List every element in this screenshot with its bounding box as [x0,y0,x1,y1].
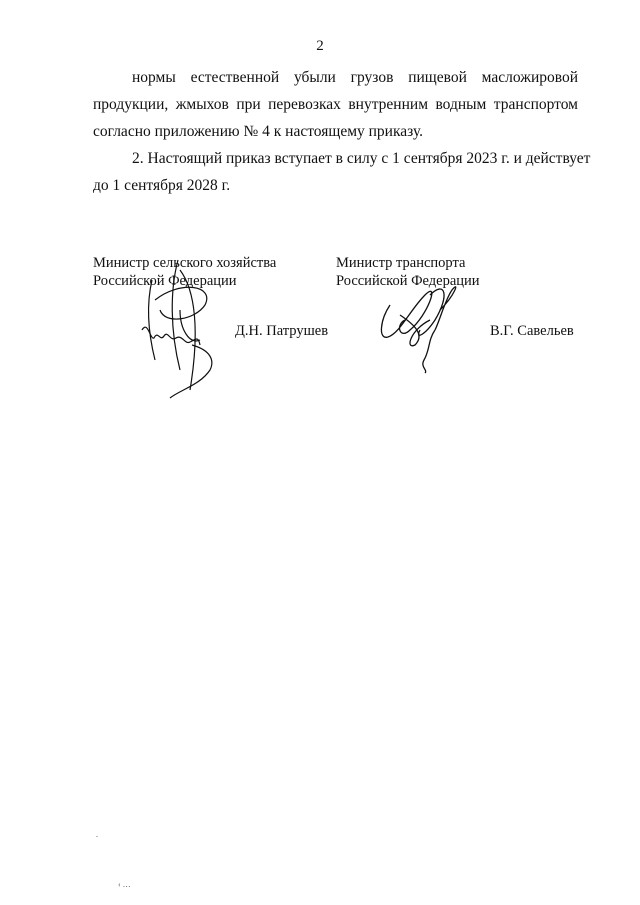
scan-artifact: ‹ … [118,880,131,889]
page-number: 2 [316,38,324,54]
paragraph-line: согласно приложению № 4 к настоящему приказу. [93,123,424,140]
signatory-title: Министр сельского хозяйства [93,255,277,271]
signatory-title: Российской Федерации [93,273,237,289]
paragraph-line: до 1 сентября 2028 г. [93,177,231,194]
signatory-title: Министр транспорта [336,255,466,271]
handwritten-signature [140,250,270,400]
paragraph-line: нормы естественной убыли грузов пищевой масложировой [132,69,578,86]
paragraph-line: продукции, жмыхов при перевозках внутренним водным транспортом [93,96,578,113]
signatory-name: Д.Н. Патрушев [235,323,329,339]
paragraph-line: 2. Настоящий приказ вступает в силу с 1 сентября 2023 г. и действует [132,150,591,167]
signatory-title: Российской Федерации [336,273,480,289]
signatory-name: В.Г. Савельев [490,323,574,339]
handwritten-signature [380,275,480,385]
scan-artifact: . [96,830,98,839]
